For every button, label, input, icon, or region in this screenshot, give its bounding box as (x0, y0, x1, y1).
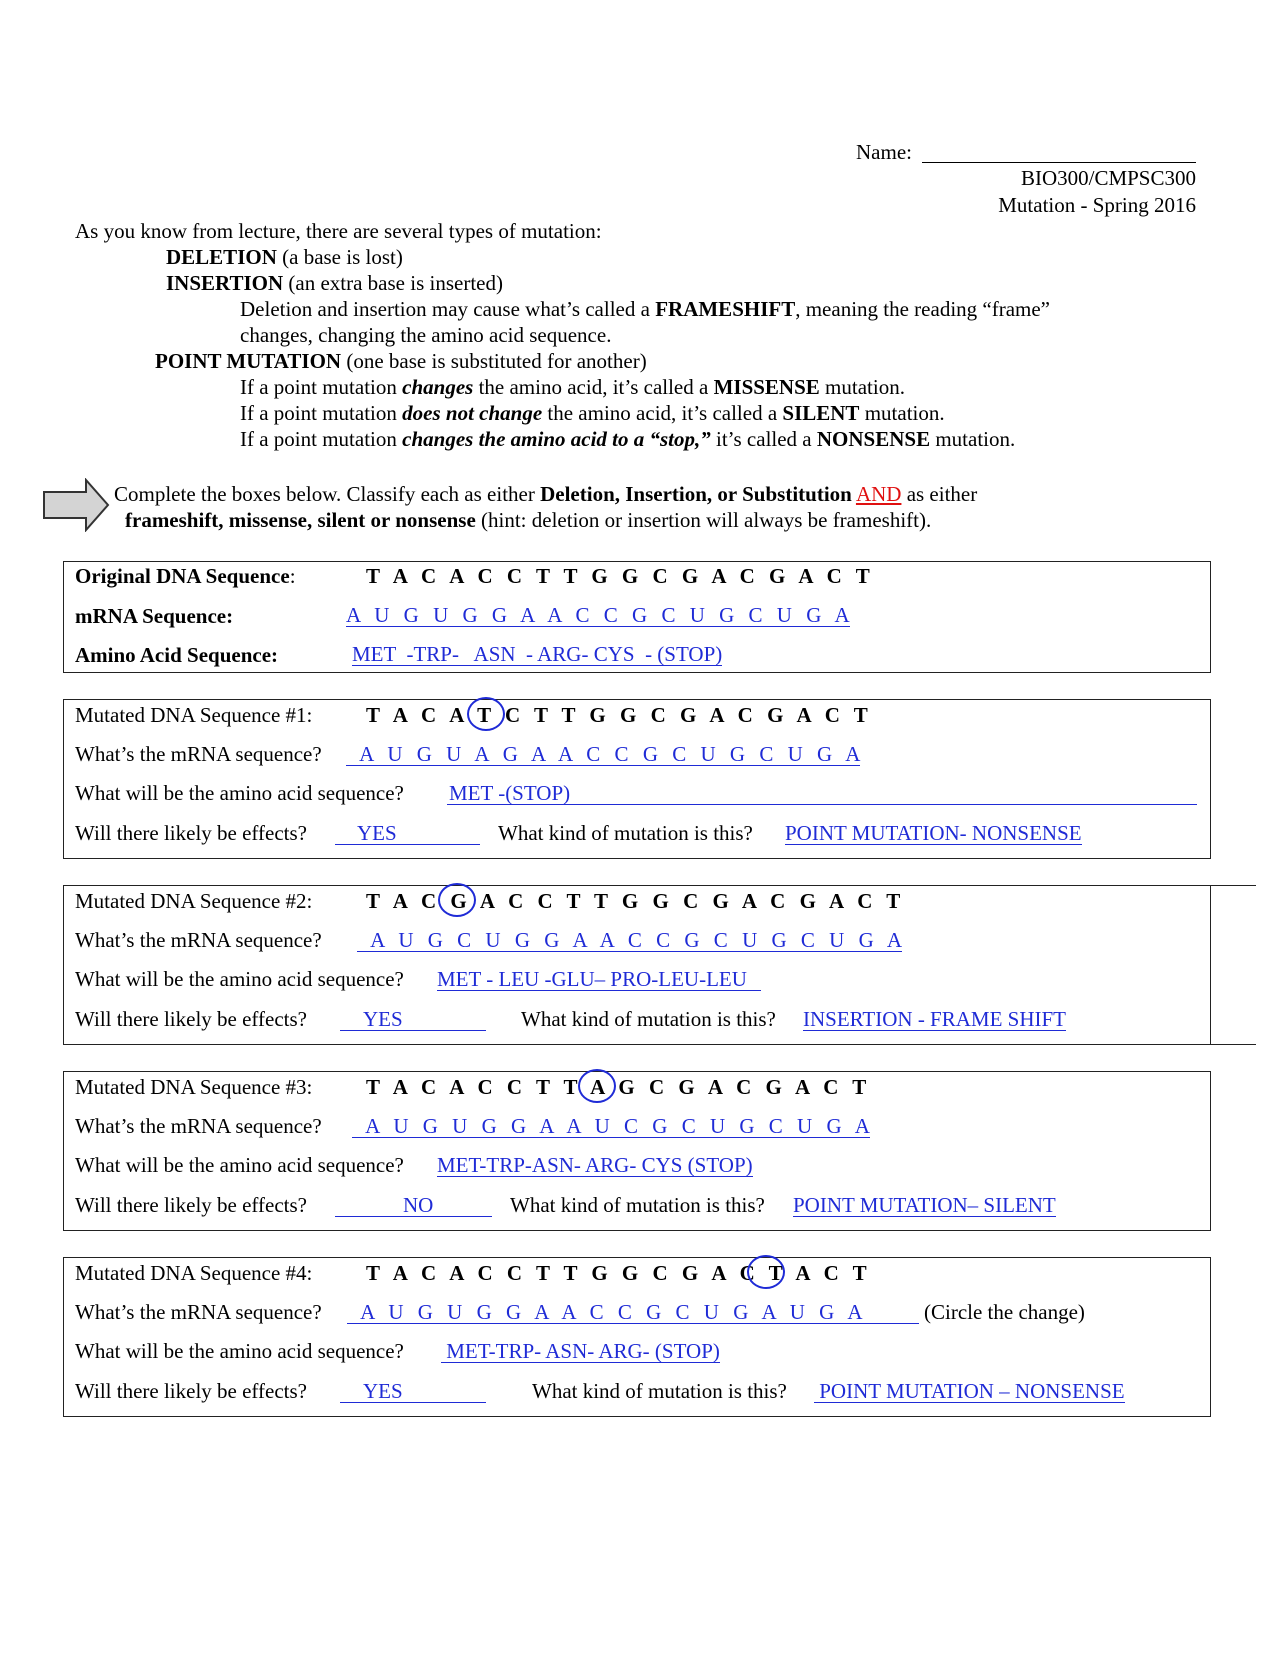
mutation-4-effects-answer[interactable]: YES (363, 1379, 403, 1403)
mutation-2-mrna-value: A U G C U G G A A C C G C U G C U G A (357, 928, 902, 952)
original-aa-label: Amino Acid Sequence: (75, 643, 279, 667)
mutation-1-kind-value: POINT MUTATION- NONSENSE (785, 821, 1082, 845)
mutation-3-kind-value: POINT MUTATION– SILENT (793, 1193, 1056, 1217)
mutation-3-effects-answer[interactable]: NO (403, 1193, 434, 1217)
frameshift-line-2: changes, changing the amino acid sequence. (240, 323, 612, 347)
mutation-2-aa-value: MET - LEU -GLU– PRO-LEU-LEU (437, 968, 761, 991)
mutation-2-dna-label: Mutated DNA Sequence #2: (75, 889, 313, 913)
mutation-4-aa-answer[interactable] (441, 1339, 720, 1364)
mutation-4-dna-label: Mutated DNA Sequence #4: (75, 1261, 313, 1285)
mutation-1-aa-line (447, 804, 1197, 805)
original-mrna-label: mRNA Sequence: (75, 604, 234, 628)
original-dna-colon: : (289, 564, 296, 588)
insertion-def (166, 271, 503, 296)
instructions-hint: (hint: deletion or insertion will always be frameshift). (475, 508, 932, 532)
mutation-1-mrna-answer[interactable] (346, 742, 860, 767)
instructions-text-a: Complete the boxes below. Classify each as either (114, 482, 541, 506)
original-dna-label (75, 564, 296, 589)
instructions-classes: Deletion, Insertion, or Substitution (540, 482, 852, 506)
mutation-3-mrna-answer[interactable] (352, 1114, 870, 1139)
mutation-2-effects-line (340, 1030, 486, 1031)
mutation-2-effects-question: Will there likely be effects? (75, 1007, 307, 1031)
original-aa-value: MET -TRP- ASN - ARG- CYS - (STOP) (352, 642, 723, 666)
name-blank[interactable] (922, 162, 1196, 163)
mutation-1-dna-label: Mutated DNA Sequence #1: (75, 703, 313, 727)
mutation-4-dna-sequence: T A C A C C T T G G C G A C T A C T (366, 1261, 867, 1285)
frameshift-text-b: , meaning the reading “frame” (795, 297, 1051, 321)
nonsense-emphasis: changes the amino acid to a “stop,” (402, 427, 711, 451)
silent-text-c: mutation. (859, 401, 945, 425)
frameshift-term: FRAMESHIFT (655, 297, 796, 321)
mutation-2-effects-answer[interactable]: YES (363, 1007, 403, 1031)
instructions-types: frameshift, missense, silent or nonsense (125, 508, 476, 532)
mutation-2-mrna-question: What’s the mRNA sequence? (75, 928, 322, 952)
instructions-text-c: as either (901, 482, 978, 506)
course-title: BIO300/CMPSC300 (1020, 166, 1196, 190)
mutation-2-kind-answer[interactable] (803, 1007, 1066, 1032)
point-term: POINT MUTATION (155, 349, 342, 373)
mutation-1-kind-answer[interactable] (785, 821, 1082, 846)
silent-def (240, 401, 945, 426)
mutation-2-aa-answer[interactable] (437, 967, 761, 992)
right-arrow-icon (42, 478, 110, 532)
original-dna-sequence: T A C A C C T T G G C G A C G A C T (366, 564, 870, 588)
original-aa-sequence (352, 642, 722, 667)
nonsense-text-b: it’s called a (710, 427, 817, 451)
mutation-4-circle-hint: (Circle the change) (924, 1300, 1085, 1324)
mutation-1-mrna-question: What’s the mRNA sequence? (75, 742, 322, 766)
mutation-4-kind-value: POINT MUTATION – NONSENSE (814, 1379, 1125, 1403)
mutation-2-mrna-answer[interactable] (357, 928, 902, 953)
mutation-3-mrna-value: A U G U G G A A U C G C U G C U G A (352, 1114, 870, 1138)
nonsense-def (240, 427, 1015, 452)
mutation-2-change-circle[interactable] (438, 883, 476, 917)
original-mrna-value: A U G U G G A A C C G C U G C U G A (346, 603, 850, 627)
mutation-2-kind-question: What kind of mutation is this? (521, 1007, 776, 1031)
mutation-1-aa-answer[interactable]: MET -(STOP) (449, 781, 571, 805)
mutation-3-effects-line (335, 1216, 492, 1217)
assignment-title: Mutation - Spring 2016 (998, 193, 1196, 217)
mutation-3-change-circle[interactable] (578, 1069, 616, 1103)
insertion-desc: (an extra base is inserted) (283, 271, 503, 295)
mutation-4-effects-line (340, 1402, 486, 1403)
missense-emphasis: changes (402, 375, 474, 399)
deletion-term: DELETION (166, 245, 277, 269)
original-mrna-sequence (346, 603, 850, 628)
silent-term: SILENT (782, 401, 860, 425)
mutation-1-change-circle[interactable] (467, 697, 505, 731)
mutation-4-mrna-answer[interactable] (347, 1300, 919, 1325)
mutation-2-kind-value: INSERTION - FRAME SHIFT (803, 1007, 1067, 1031)
silent-text-a: If a point mutation (240, 401, 403, 425)
mutation-2-extra-border-top (1211, 885, 1256, 886)
mutation-1-mrna-value: A U G U A G A A C C G C U G C U G A (346, 742, 861, 766)
missense-text-b: the amino acid, it’s called a (473, 375, 714, 399)
mutation-1-kind-question: What kind of mutation is this? (498, 821, 753, 845)
original-dna-label-text: Original DNA Sequence (75, 564, 290, 588)
mutation-3-aa-answer[interactable] (437, 1153, 753, 1178)
mutation-4-aa-value: MET-TRP- ASN- ARG- (STOP) (441, 1339, 720, 1363)
mutation-2-dna-sequence: T A C G A C C T T G G C G A C G A C T (366, 889, 901, 913)
name-label: Name: (856, 140, 912, 164)
mutation-4-change-circle[interactable] (747, 1255, 785, 1289)
mutation-3-dna-sequence: T A C A C C T T A G C G A C G A C T (366, 1075, 867, 1099)
missense-def (240, 375, 905, 400)
mutation-1-aa-question: What will be the amino acid sequence? (75, 781, 404, 805)
mutation-4-kind-answer[interactable] (814, 1379, 1125, 1404)
silent-emphasis: does not change (402, 401, 543, 425)
mutation-1-effects-answer[interactable]: YES (357, 821, 397, 845)
mutation-1-effects-line (335, 844, 480, 845)
frameshift-line-1 (240, 297, 1050, 322)
missense-text-c: mutation. (819, 375, 905, 399)
deletion-def (166, 245, 403, 270)
silent-text-b: the amino acid, it’s called a (542, 401, 783, 425)
intro-lead: As you know from lecture, there are several types of mutation: (75, 219, 602, 243)
nonsense-text-c: mutation. (930, 427, 1016, 451)
mutation-3-mrna-question: What’s the mRNA sequence? (75, 1114, 322, 1138)
frameshift-text-a: Deletion and insertion may cause what’s called a (240, 297, 656, 321)
insertion-term: INSERTION (166, 271, 284, 295)
mutation-4-mrna-question: What’s the mRNA sequence? (75, 1300, 322, 1324)
instructions-and: AND (855, 482, 902, 506)
mutation-2-aa-question: What will be the amino acid sequence? (75, 967, 404, 991)
instructions-line-2 (125, 508, 931, 533)
mutation-4-effects-question: Will there likely be effects? (75, 1379, 307, 1403)
mutation-4-kind-question: What kind of mutation is this? (532, 1379, 787, 1403)
mutation-4-aa-question: What will be the amino acid sequence? (75, 1339, 404, 1363)
mutation-1-dna-sequence: T A C A T C T T G G C G A C G A C T (366, 703, 868, 727)
mutation-3-kind-answer[interactable] (793, 1193, 1056, 1218)
point-mutation-def (155, 349, 647, 374)
mutation-1-effects-question: Will there likely be effects? (75, 821, 307, 845)
mutation-4-mrna-value: A U G U G G A A C C G C U G A U G A (347, 1301, 919, 1324)
missense-text-a: If a point mutation (240, 375, 403, 399)
mutation-3-aa-question: What will be the amino acid sequence? (75, 1153, 404, 1177)
deletion-desc: (a base is lost) (276, 245, 403, 269)
mutation-3-dna-label: Mutated DNA Sequence #3: (75, 1075, 313, 1099)
point-desc: (one base is substituted for another) (341, 349, 647, 373)
nonsense-text-a: If a point mutation (240, 427, 403, 451)
mutation-3-kind-question: What kind of mutation is this? (510, 1193, 765, 1217)
instructions-line-1 (114, 482, 977, 507)
nonsense-term: NONSENSE (816, 427, 931, 451)
missense-term: MISSENSE (713, 375, 820, 399)
mutation-2-extra-border-bottom (1211, 1044, 1256, 1045)
mutation-3-aa-value: MET-TRP-ASN- ARG- CYS (STOP) (437, 1153, 753, 1177)
mutation-3-effects-question: Will there likely be effects? (75, 1193, 307, 1217)
